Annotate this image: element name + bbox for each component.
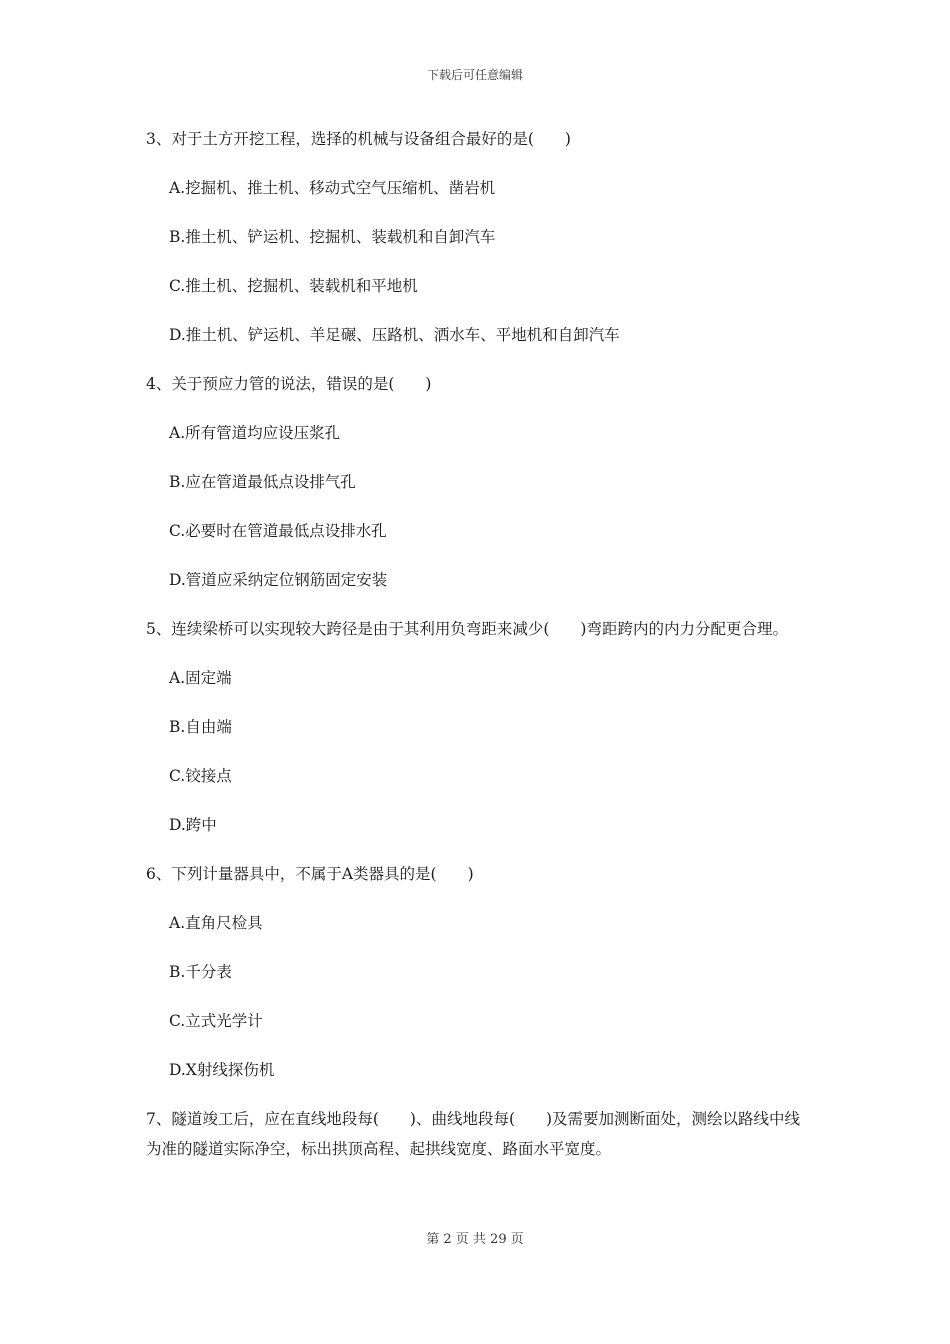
- question-option: D.推土机、铲运机、羊足碾、压路机、洒水车、平地机和自卸汽车: [169, 326, 620, 344]
- page-number: 第 2 页 共 29 页: [426, 1232, 524, 1247]
- question-stem: 3、对于土方开挖工程，选择的机械与设备组合最好的是( ): [146, 130, 571, 148]
- question-stem: 6、下列计量器具中，不属于A类器具的是( ): [146, 865, 474, 883]
- question-option: C.必要时在管道最低点设排水孔: [169, 522, 387, 540]
- question-option: B.推土机、铲运机、挖掘机、装载机和自卸汽车: [169, 228, 496, 246]
- question-option: C.铰接点: [169, 767, 232, 785]
- question-option: A.直角尺检具: [169, 914, 263, 932]
- question-option: D.跨中: [169, 816, 217, 834]
- question-option: A.所有管道均应设压浆孔: [169, 424, 341, 442]
- question-option: A.固定端: [169, 669, 232, 687]
- question-stem: 7、隧道竣工后，应在直线地段每( )、曲线地段每( )及需要加测断面处，测绘以路线中线为准的隧道实际净空，标出拱顶高程、起拱线宽度、路面水平宽度。: [146, 1110, 801, 1158]
- question-option: B.千分表: [169, 963, 232, 981]
- document-body: [146, 124, 814, 1164]
- question-stem: 4、关于预应力管的说法，错误的是( ): [146, 375, 432, 393]
- question-option: A.挖掘机、推土机、移动式空气压缩机、凿岩机: [169, 179, 496, 197]
- question-option: C.立式光学计: [169, 1012, 263, 1030]
- question-option: D.X射线探伤机: [169, 1061, 275, 1079]
- question-option: B.应在管道最低点设排气孔: [169, 473, 356, 491]
- page-header: 下载后可任意编辑: [426, 68, 523, 82]
- question-stem: 5、连续梁桥可以实现较大跨径是由于其利用负弯距来减少( )弯距跨内的内力分配更合理。: [146, 620, 788, 638]
- question-option: B.自由端: [169, 718, 232, 736]
- question-option: C.推土机、挖掘机、装载机和平地机: [169, 277, 418, 295]
- question-option: D.管道应采纳定位钢筋固定安装: [169, 571, 388, 589]
